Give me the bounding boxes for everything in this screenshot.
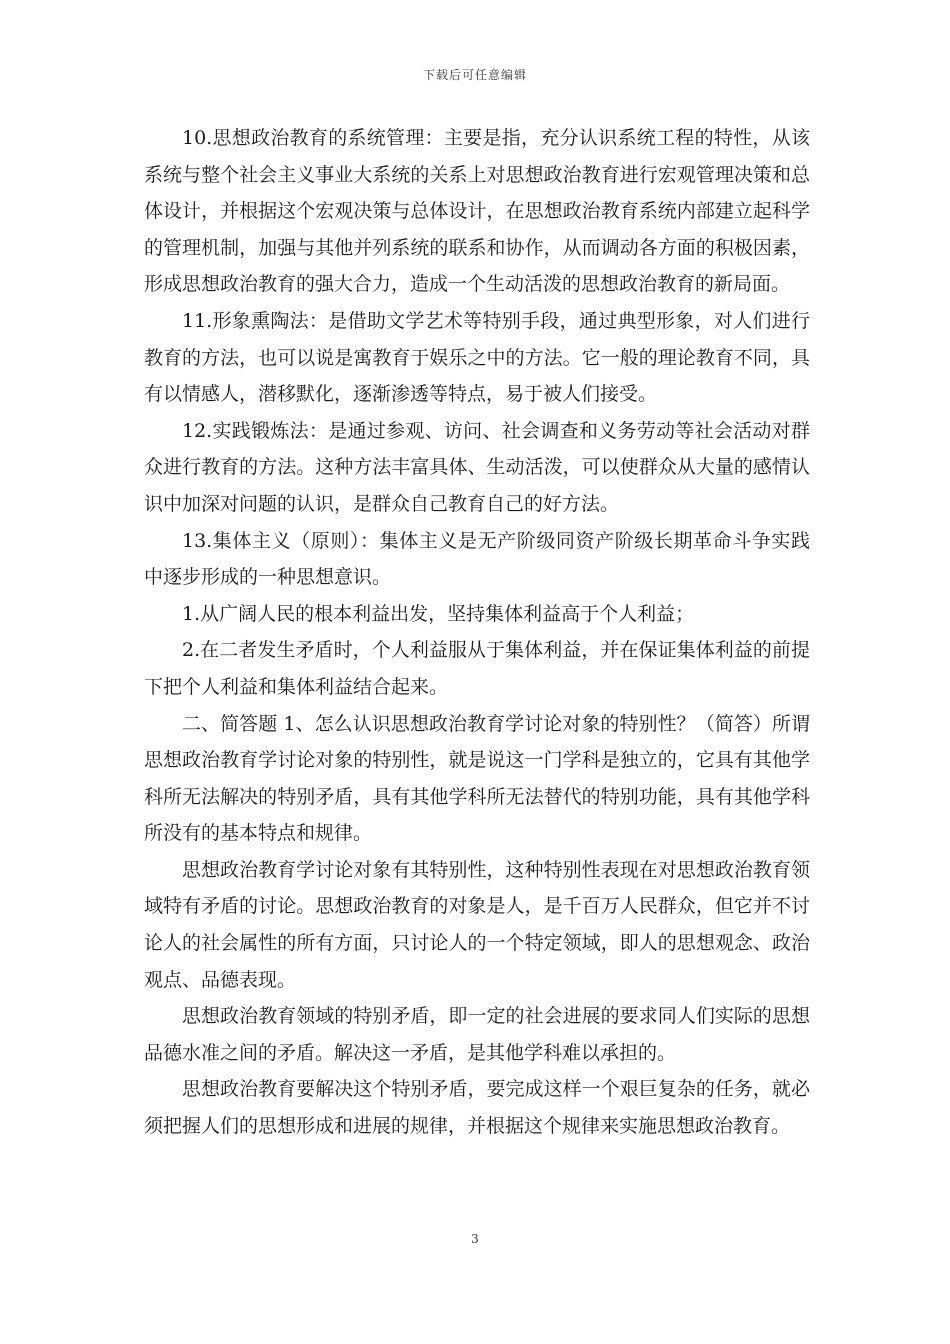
paragraph-conclusion: 思想政治教育要解决这个特别矛盾，要完成这样一个艰巨复杂的任务，就必须把握人们的思想形成和进展的规律，并根据这个规律来实施思想政治教育。 — [144, 1078, 810, 1138]
paragraph-image-edification: 11.形象熏陶法：是借助文学艺术等特别手段，通过典型形象，对人们进行教育的方法，也可以说是寓教育于娱乐之中的方法。它一般的理论教育不同，具有以情感人，潜移默化，逐渐渗透等特点，易于被人们接受。 — [144, 309, 810, 406]
paragraph-collectivism-point-1: 1.从广阔人民的根本利益出发，坚持集体利益高于个人利益； — [182, 602, 695, 625]
paragraph-special-contradiction: 思想政治教育领域的特别矛盾，即一定的社会进展的要求同人们实际的思想品德水准之间的矛盾。解决这一矛盾，是其他学科难以承担的。 — [144, 1005, 810, 1064]
paragraph-short-answer-question: 二、简答题 1、怎么认识思想政治教育学讨论对象的特别性？（简答）所谓思想政治教育学讨论对象的特别性，就是说这一门学科是独立的，它具有其他学科所无法解决的特别矛盾，具有其他学科所无法替代的特别功能，具有其他学科所没有的基本特点和规律。 — [144, 712, 810, 845]
paragraph-practice-method: 12.实践锻炼法：是通过参观、访问、社会调查和义务劳动等社会活动对群众进行教育的方法。这种方法丰富具体、生动活泼，可以使群众从大量的感情认识中加深对问题的认识，是群众自己教育自己的好方法。 — [144, 419, 810, 515]
paragraph-collectivism-point-2: 2.在二者发生矛盾时，个人利益服从于集体利益，并在保证集体利益的前提下把个人利益和集体利益结合起来。 — [144, 639, 810, 698]
paragraph-system-management: 10.思想政治教育的系统管理：主要是指，充分认识系统工程的特性，从该系统与整个社会主义事业大系统的关系上对思想政治教育进行宏观管理决策和总体设计，并根据这个宏观决策与总体设计，在思想政治教育系统内部建立起科学的管理机制，加强与其他并列系统的联系和协作，从而调动各方面的积极因素，形成思想政治教育的强大合力，造成一个生动活泼的思想政治教育的新局面。 — [144, 127, 810, 296]
page-number: 3 — [471, 1232, 479, 1246]
page-header: 下载后可任意编辑 — [422, 68, 527, 82]
document-body — [144, 120, 810, 1145]
paragraph-collectivism: 13.集体主义（原则）：集体主义是无产阶级同资产阶级长期革命斗争实践中逐步形成的一种思想意识。 — [144, 529, 810, 589]
paragraph-research-object: 思想政治教育学讨论对象有其特别性，这种特别性表现在对思想政治教育领域特有矛盾的讨论。思想政治教育的对象是人，是千百万人民群众，但它并不讨论人的社会属性的所有方面，只讨论人的一个特定领域，即人的思想观念、政治观点、品德表现。 — [144, 858, 810, 991]
